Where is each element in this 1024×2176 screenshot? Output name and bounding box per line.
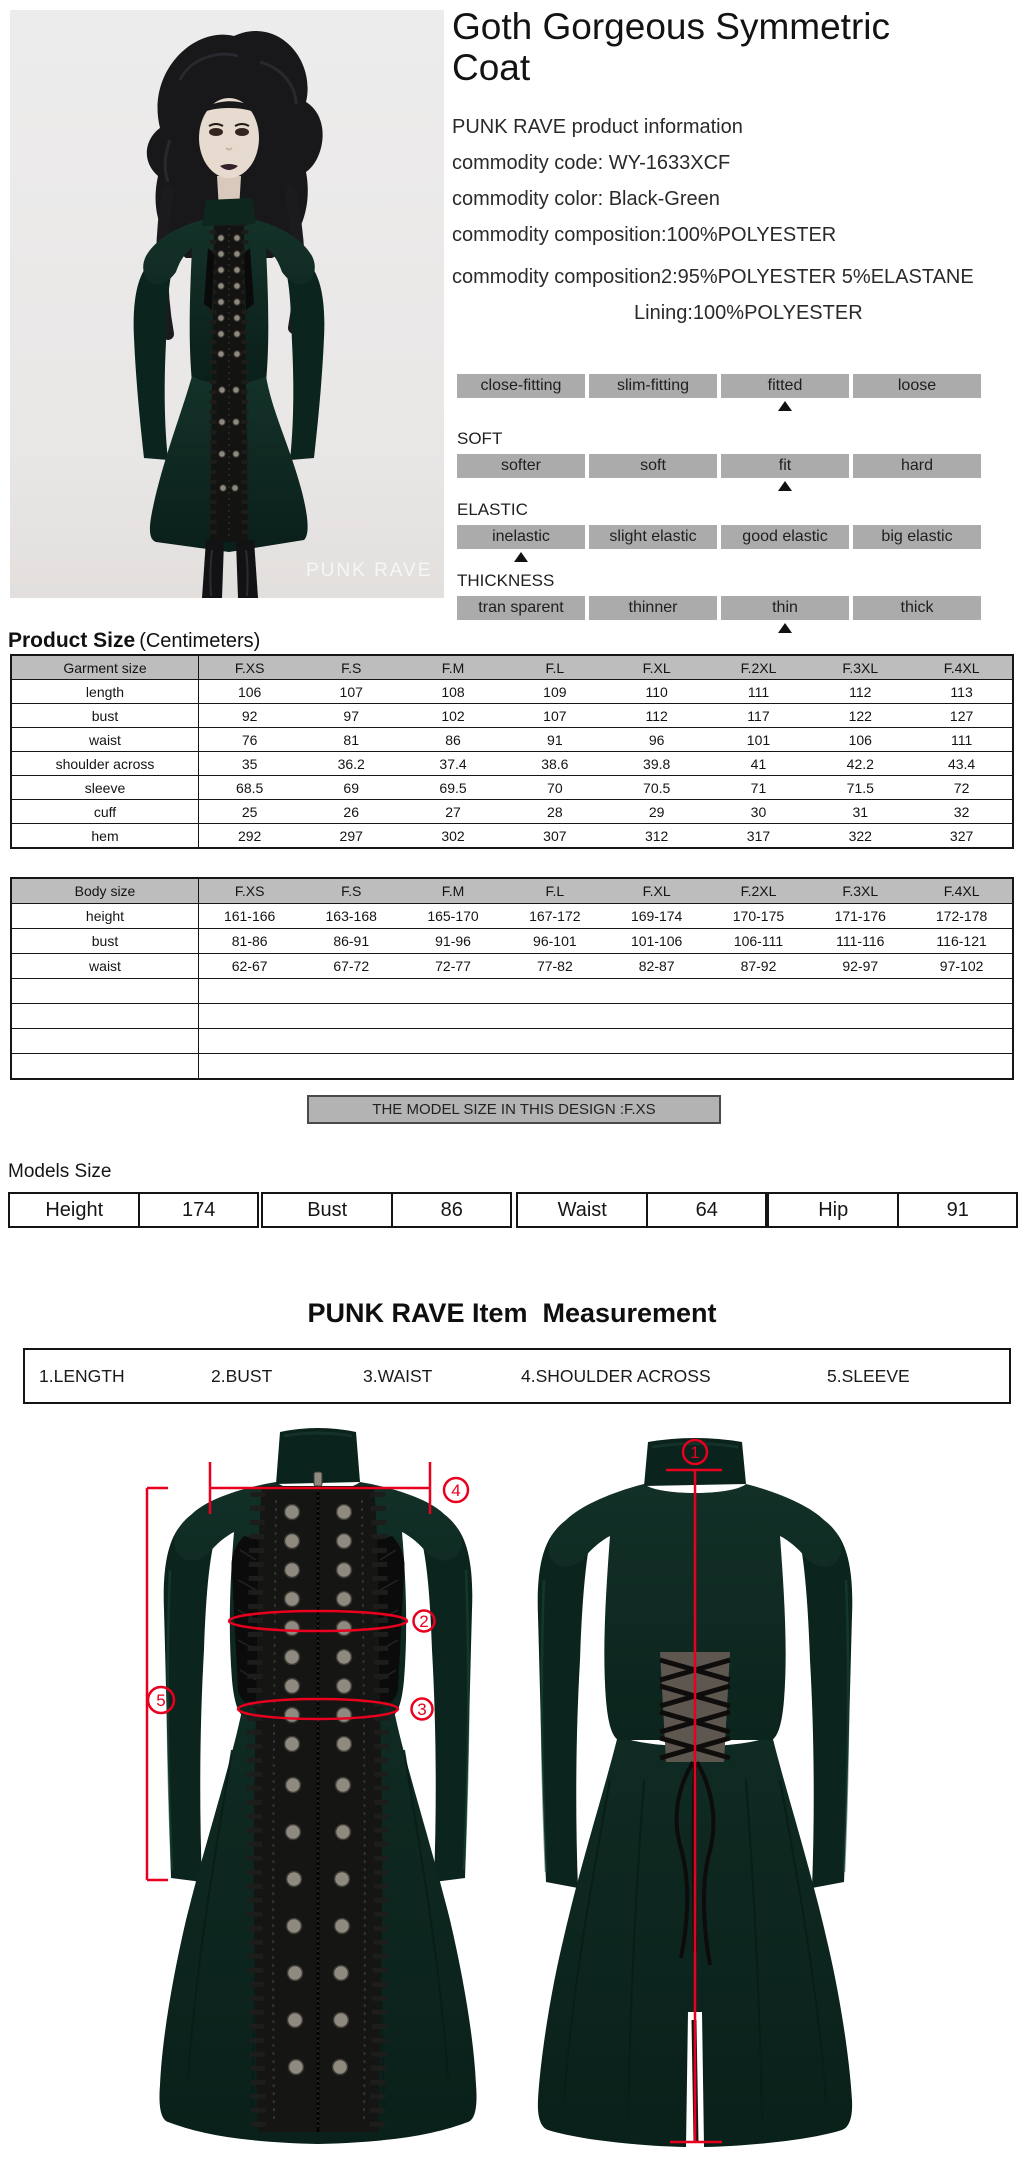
- measurement-legend-item: 1.LENGTH: [39, 1365, 125, 1386]
- size-cell: 102: [402, 704, 504, 728]
- size-cell: 109: [504, 680, 606, 704]
- models-size-box-hip: [767, 1192, 1018, 1228]
- size-row-label: cuff: [11, 800, 199, 824]
- measurement-legend-item: 5.SLEEVE: [827, 1365, 910, 1386]
- size-cell: 170-175: [708, 904, 810, 929]
- size-cell: 106-111: [708, 929, 810, 954]
- size-cell: [199, 1054, 301, 1080]
- fit-option-cell: good elastic: [721, 525, 849, 549]
- size-cell: 297: [300, 824, 402, 849]
- size-cell: 171-176: [809, 904, 911, 929]
- size-cell: 302: [402, 824, 504, 849]
- size-cell: [504, 1004, 606, 1029]
- size-cell: 91: [504, 728, 606, 752]
- size-cell: 167-172: [504, 904, 606, 929]
- body-size-table: [10, 877, 1014, 1080]
- fit-option-cell: slight elastic: [589, 525, 717, 549]
- size-row-label: bust: [11, 704, 199, 728]
- size-cell: 29: [606, 800, 708, 824]
- size-row-label: bust: [11, 929, 199, 954]
- size-cell: [199, 979, 301, 1004]
- fit-option-cell: fit: [721, 454, 849, 478]
- info-lining: Lining:100%POLYESTER: [634, 302, 863, 324]
- fit-option-cell: big elastic: [853, 525, 981, 549]
- size-cell: 70.5: [606, 776, 708, 800]
- models-size-value: 91: [946, 1198, 969, 1221]
- size-cell: 37.4: [402, 752, 504, 776]
- size-cell: 71.5: [809, 776, 911, 800]
- size-cell: 96: [606, 728, 708, 752]
- size-cell: 161-166: [199, 904, 301, 929]
- callout-4: 4: [451, 1481, 461, 1500]
- size-cell: [708, 979, 810, 1004]
- size-cell: 307: [504, 824, 606, 849]
- models-size-value: 64: [695, 1198, 718, 1221]
- size-row-label: waist: [11, 728, 199, 752]
- size-cell: [606, 1054, 708, 1080]
- size-cell: 81: [300, 728, 402, 752]
- size-cell: 163-168: [300, 904, 402, 929]
- size-cell: 92: [199, 704, 301, 728]
- fit-group-label: THICKNESS: [457, 571, 555, 590]
- size-cell: 69: [300, 776, 402, 800]
- models-size-label: Bust: [263, 1194, 393, 1226]
- size-cell: 101-106: [606, 929, 708, 954]
- info-composition: commodity composition:100%POLYESTER: [452, 224, 837, 246]
- size-cell: 101: [708, 728, 810, 752]
- size-row-label: hem: [11, 824, 199, 849]
- fit-option-cell: fitted: [721, 374, 849, 398]
- size-cell: [199, 1004, 301, 1029]
- measurement-legend-item: 4.SHOULDER ACROSS: [521, 1365, 711, 1386]
- size-cell: 87-92: [708, 954, 810, 979]
- size-cell: 91-96: [402, 929, 504, 954]
- fit-option-cell: slim-fitting: [589, 374, 717, 398]
- size-cell: 107: [504, 704, 606, 728]
- size-row-label: sleeve: [11, 776, 199, 800]
- size-cell: 35: [199, 752, 301, 776]
- size-cell: [300, 1004, 402, 1029]
- models-size-box-height: [8, 1192, 259, 1228]
- size-cell: 25: [199, 800, 301, 824]
- size-cell: 38.6: [504, 752, 606, 776]
- callout-1: 1: [690, 1443, 700, 1462]
- size-cell: 70: [504, 776, 606, 800]
- size-cell: [911, 979, 1013, 1004]
- size-cell: [402, 1029, 504, 1054]
- size-cell: 39.8: [606, 752, 708, 776]
- size-cell: [911, 1029, 1013, 1054]
- info-commodity-code: commodity code: WY-1633XCF: [452, 152, 731, 174]
- product-photo: [10, 10, 444, 598]
- size-col-header: F.L: [504, 655, 606, 680]
- size-cell: 292: [199, 824, 301, 849]
- fit-option-cell: loose: [853, 374, 981, 398]
- size-cell: [809, 979, 911, 1004]
- size-cell: 67-72: [300, 954, 402, 979]
- product-size-heading: Product Size (Centimeters): [8, 629, 261, 652]
- size-col-header: F.XL: [606, 878, 708, 904]
- size-col-header: F.M: [402, 655, 504, 680]
- size-row-label: [11, 1054, 199, 1080]
- size-cell: [504, 979, 606, 1004]
- size-cell: [809, 1029, 911, 1054]
- models-size-label: Height: [10, 1194, 140, 1226]
- fit-option-cell: thin: [721, 596, 849, 620]
- size-cell: 86: [402, 728, 504, 752]
- size-cell: [300, 1029, 402, 1054]
- size-cell: [606, 1004, 708, 1029]
- size-cell: 112: [606, 704, 708, 728]
- photo-watermark: PUNK RAVE: [306, 560, 433, 581]
- size-cell: 36.2: [300, 752, 402, 776]
- size-cell: 116-121: [911, 929, 1013, 954]
- size-cell: [504, 1029, 606, 1054]
- size-cell: 111: [911, 728, 1013, 752]
- measurement-legend-item: 2.BUST: [211, 1365, 273, 1386]
- fit-option-cell: inelastic: [457, 525, 585, 549]
- size-cell: 71: [708, 776, 810, 800]
- size-cell: 165-170: [402, 904, 504, 929]
- info-composition2: commodity composition2:95%POLYESTER 5%ELASTANE: [452, 266, 974, 288]
- size-cell: 81-86: [199, 929, 301, 954]
- models-size-heading: Models Size: [8, 1161, 112, 1182]
- models-size-value: 86: [440, 1198, 463, 1221]
- size-cell: 111: [708, 680, 810, 704]
- size-cell: 30: [708, 800, 810, 824]
- size-cell: 117: [708, 704, 810, 728]
- size-cell: [606, 979, 708, 1004]
- size-cell: 327: [911, 824, 1013, 849]
- size-cell: 92-97: [809, 954, 911, 979]
- size-cell: 42.2: [809, 752, 911, 776]
- size-col-header: Garment size: [11, 655, 199, 680]
- page-title: Goth Gorgeous Symmetric Coat: [452, 6, 890, 88]
- size-cell: [708, 1054, 810, 1080]
- size-row-label: [11, 979, 199, 1004]
- size-cell: [402, 1054, 504, 1080]
- fit-option-cell: hard: [853, 454, 981, 478]
- callout-3: 3: [417, 1700, 427, 1719]
- size-cell: 111-116: [809, 929, 911, 954]
- size-cell: [402, 979, 504, 1004]
- size-cell: 31: [809, 800, 911, 824]
- measurement-heading: PUNK RAVE Item Measurement: [307, 1298, 717, 1328]
- size-cell: 317: [708, 824, 810, 849]
- size-cell: 28: [504, 800, 606, 824]
- size-cell: 68.5: [199, 776, 301, 800]
- info-commodity-color: commodity color: Black-Green: [452, 188, 720, 210]
- size-cell: 108: [402, 680, 504, 704]
- size-col-header: F.XL: [606, 655, 708, 680]
- fit-option-cell: close-fitting: [457, 374, 585, 398]
- size-row-label: [11, 1029, 199, 1054]
- size-cell: [809, 1004, 911, 1029]
- size-cell: 43.4: [911, 752, 1013, 776]
- size-col-header: F.4XL: [911, 655, 1013, 680]
- size-cell: 107: [300, 680, 402, 704]
- models-size-label: Hip: [769, 1194, 899, 1226]
- size-col-header: F.S: [300, 655, 402, 680]
- fit-selected-marker: [778, 481, 792, 491]
- fit-group-label: ELASTIC: [457, 500, 528, 519]
- size-cell: [911, 1004, 1013, 1029]
- fit-selected-marker: [514, 552, 528, 562]
- size-cell: 72: [911, 776, 1013, 800]
- size-cell: 322: [809, 824, 911, 849]
- size-col-header: F.S: [300, 878, 402, 904]
- size-cell: 122: [809, 704, 911, 728]
- size-row-label: length: [11, 680, 199, 704]
- size-col-header: F.3XL: [809, 655, 911, 680]
- size-col-header: F.XS: [199, 655, 301, 680]
- size-cell: 110: [606, 680, 708, 704]
- size-cell: [606, 1029, 708, 1054]
- coat-front-view: [159, 1428, 476, 2144]
- size-row-label: shoulder across: [11, 752, 199, 776]
- size-cell: 26: [300, 800, 402, 824]
- size-col-header: Body size: [11, 878, 199, 904]
- model-coat: [134, 198, 325, 552]
- size-cell: 172-178: [911, 904, 1013, 929]
- size-cell: 113: [911, 680, 1013, 704]
- size-col-header: F.2XL: [708, 878, 810, 904]
- size-cell: 96-101: [504, 929, 606, 954]
- fit-option-cell: softer: [457, 454, 585, 478]
- size-cell: 106: [809, 728, 911, 752]
- fit-option-cell: thick: [853, 596, 981, 620]
- size-cell: [402, 1004, 504, 1029]
- size-cell: 72-77: [402, 954, 504, 979]
- measurement-legend-box: [23, 1348, 1011, 1404]
- size-cell: [809, 1054, 911, 1080]
- size-cell: 112: [809, 680, 911, 704]
- size-cell: [911, 1054, 1013, 1080]
- size-cell: 32: [911, 800, 1013, 824]
- models-size-box-bust: [261, 1192, 512, 1228]
- model-size-note: THE MODEL SIZE IN THIS DESIGN :F.XS: [307, 1095, 721, 1124]
- fit-option-cell: tran sparent: [457, 596, 585, 620]
- fit-selected-marker: [778, 623, 792, 633]
- size-cell: 62-67: [199, 954, 301, 979]
- measurement-legend-item: 3.WAIST: [363, 1365, 433, 1386]
- callout-2: 2: [419, 1612, 429, 1631]
- fit-option-cell: thinner: [589, 596, 717, 620]
- size-cell: 97-102: [911, 954, 1013, 979]
- size-cell: 41: [708, 752, 810, 776]
- size-cell: 86-91: [300, 929, 402, 954]
- size-col-header: F.2XL: [708, 655, 810, 680]
- size-cell: 97: [300, 704, 402, 728]
- size-col-header: F.4XL: [911, 878, 1013, 904]
- size-cell: 169-174: [606, 904, 708, 929]
- size-cell: [300, 1054, 402, 1080]
- garment-size-table: [10, 654, 1014, 849]
- size-cell: [708, 1029, 810, 1054]
- size-cell: 106: [199, 680, 301, 704]
- size-cell: [708, 1004, 810, 1029]
- size-cell: 312: [606, 824, 708, 849]
- size-col-header: F.M: [402, 878, 504, 904]
- size-cell: 82-87: [606, 954, 708, 979]
- models-size-label: Waist: [518, 1194, 648, 1226]
- fit-group-label: SOFT: [457, 429, 503, 448]
- size-row-label: height: [11, 904, 199, 929]
- size-cell: 77-82: [504, 954, 606, 979]
- size-cell: [199, 1029, 301, 1054]
- size-cell: 76: [199, 728, 301, 752]
- size-col-header: F.3XL: [809, 878, 911, 904]
- models-size-value: 174: [182, 1198, 216, 1221]
- size-col-header: F.XS: [199, 878, 301, 904]
- size-row-label: waist: [11, 954, 199, 979]
- size-cell: [300, 979, 402, 1004]
- info-header: PUNK RAVE product information: [452, 116, 743, 138]
- fit-option-cell: soft: [589, 454, 717, 478]
- size-cell: 69.5: [402, 776, 504, 800]
- size-cell: 127: [911, 704, 1013, 728]
- callout-5: 5: [156, 1691, 166, 1710]
- size-col-header: F.L: [504, 878, 606, 904]
- fit-selected-marker: [778, 401, 792, 411]
- size-cell: [504, 1054, 606, 1080]
- models-size-box-waist: [516, 1192, 767, 1228]
- size-cell: 27: [402, 800, 504, 824]
- measurement-illustration: [0, 1420, 1024, 2176]
- size-row-label: [11, 1004, 199, 1029]
